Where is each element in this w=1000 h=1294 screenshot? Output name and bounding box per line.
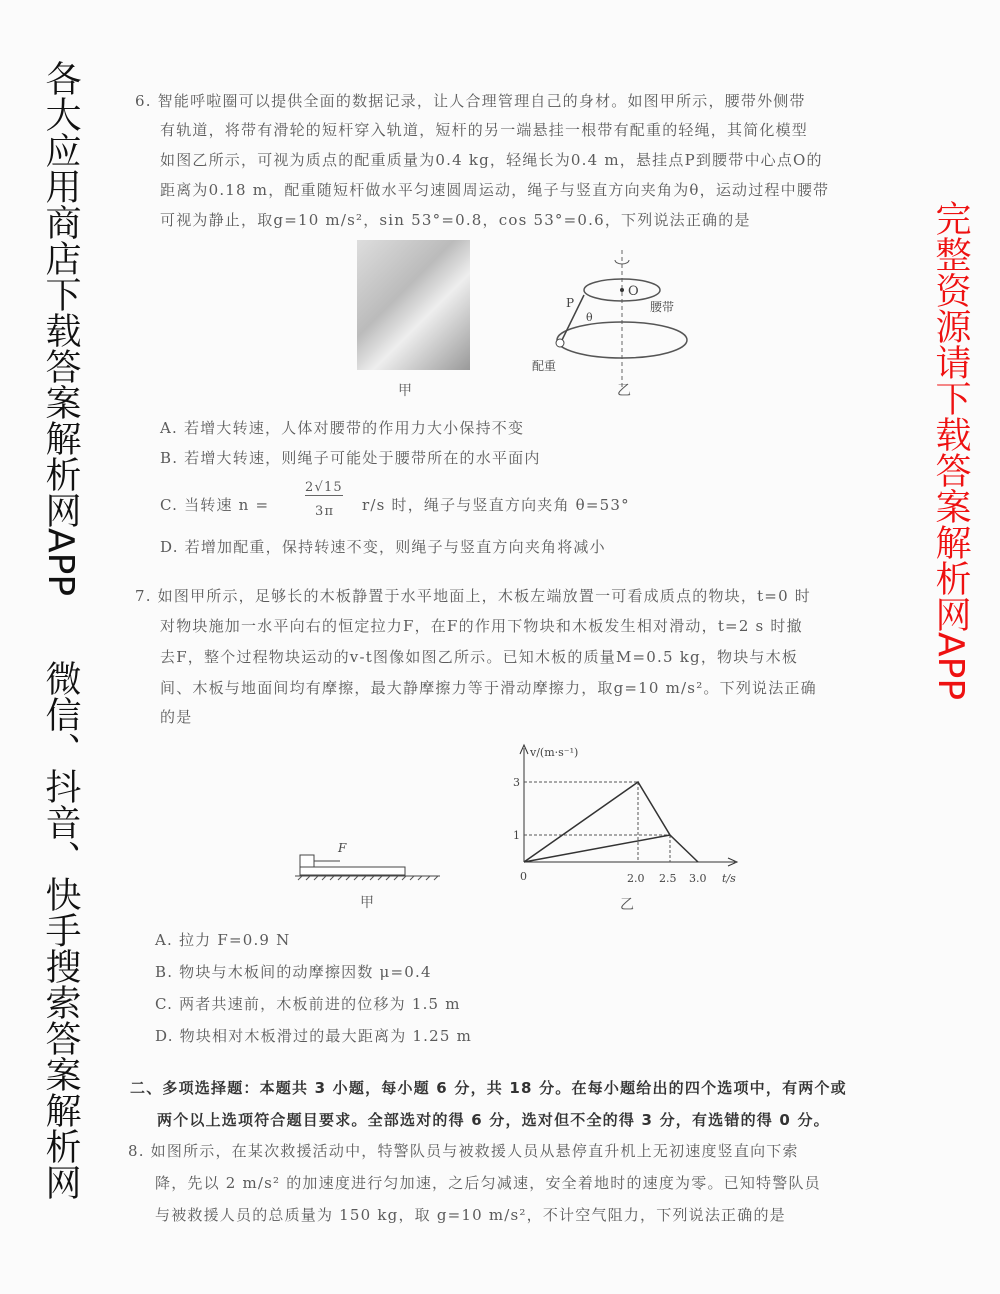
fig-label-yi-7: 乙: [620, 897, 634, 913]
q6-line: 如图乙所示，可视为质点的配重质量为0.4 kg，轻绳长为0.4 m，悬挂点P到腰带中心点O的: [160, 151, 823, 169]
q6-model-diagram: [530, 245, 705, 395]
q7-line: 去F，整个过程物块运动的v-t图像如图乙所示。已知木板的质量M=0.5 kg，物块与木板: [160, 648, 799, 666]
q6-option-c-post: r/s 时，绳子与竖直方向夹角 θ=53°: [362, 496, 630, 514]
label-weight: 配重: [532, 359, 557, 373]
y-axis-label: v/(m·s⁻¹): [530, 746, 579, 759]
q6-option-c-den: 3π: [315, 504, 335, 519]
q7-line: 7. 如图甲所示，足够长的木板静置于水平地面上，木板左端放置一可看成质点的物块，t=0 时: [135, 587, 811, 605]
label-O: O: [628, 284, 639, 299]
x-tick: 0: [520, 870, 527, 883]
q6-option-d: D. 若增加配重，保持转速不变，则绳子与竖直方向夹角将减小: [160, 538, 606, 556]
q6-line: 6. 智能呼啦圈可以提供全面的数据记录，让人合理管理自己的身材。如图甲所示，腰带外侧带: [135, 92, 806, 110]
section-heading: 二、多项选择题：本题共 3 小题，每小题 6 分，共 18 分。在每小题给出的四个选项中，有两个或: [130, 1079, 847, 1097]
q6-option-b: B. 若增大转速，则绳子可能处于腰带所在的水平面内: [160, 449, 541, 467]
fig-label-yi: 乙: [617, 383, 631, 399]
q7-option-b: B. 物块与木板间的动摩擦因数 μ=0.4: [155, 963, 432, 981]
y-tick: 3: [513, 776, 520, 789]
q8-line: 降，先以 2 m/s² 的加速度进行匀加速，之后匀减速，安全着地时的速度为零。已知特警队员: [155, 1174, 821, 1192]
y-tick: 1: [513, 829, 520, 842]
q6-option-a: A. 若增大转速，人体对腰带的作用力大小保持不变: [160, 419, 525, 437]
q7-option-a: A. 拉力 F=0.9 N: [155, 931, 291, 949]
q6-line: 距离为0.18 m，配重随短杆做水平匀速圆周运动，绳子与竖直方向夹角为θ，运动过程中腰带: [160, 181, 830, 199]
watermark: 各大应用商店下载答案解析网APP: [40, 60, 81, 597]
q7-option-d: D. 物块相对木板滑过的最大距离为 1.25 m: [155, 1027, 472, 1045]
watermark: 微信、抖音、快手搜索答案解析网: [40, 660, 81, 1200]
q6-line: 可视为静止，取g=10 m/s²，sin 53°=0.8，cos 53°=0.6，下列说法正确的是: [160, 211, 751, 229]
x-tick: 2.0: [627, 872, 645, 885]
fig-label-jia: 甲: [398, 383, 412, 399]
q7-line: 间、木板与地面间均有摩擦，最大静摩擦力等于滑动摩擦力，取g=10 m/s²。下列说法正确: [160, 679, 817, 697]
block-velocity-line: [524, 782, 698, 862]
section-heading: 两个以上选项符合题目要求。全部选对的得 6 分，选对但不全的得 3 分，有选错的得 0 分。: [157, 1111, 830, 1129]
x-tick: 2.5: [659, 872, 677, 885]
label-theta: θ: [586, 311, 593, 324]
q7-line: 对物块施加一水平向右的恒定拉力F，在F的作用下物块和木板发生相对滑动，t=2 s 时撤: [160, 617, 803, 635]
q8-line: 8. 如图所示，在某次救援活动中，特警队员与被救援人员从悬停直升机上无初速度竖直向下索: [128, 1142, 799, 1160]
fig-label-jia-7: 甲: [360, 895, 374, 911]
q6-option-c-pre: C. 当转速 n =: [160, 496, 270, 514]
q6-photo: [357, 240, 470, 370]
q7-line: 的是: [160, 708, 193, 726]
q7-board-diagram: [290, 830, 450, 890]
watermark: 完整资源请下载答案解析网APP: [930, 200, 971, 701]
x-tick: 3.0: [689, 872, 707, 885]
q7-option-c: C. 两者共速前，木板前进的位移为 1.5 m: [155, 995, 461, 1013]
q6-option-c-num: 2√15: [305, 480, 343, 495]
label-belt: 腰带: [650, 300, 675, 314]
q8-line: 与被救援人员的总质量为 150 kg，取 g=10 m/s²，不计空气阻力，下列说法正确的是: [155, 1206, 786, 1224]
label-P: P: [566, 296, 575, 310]
board-velocity-line: [524, 835, 670, 862]
q7-vt-graph: [500, 740, 750, 890]
q6-line: 有轨道，将带有滑轮的短杆穿入轨道，短杆的另一端悬挂一根带有配重的轻绳，其简化模型: [160, 121, 809, 139]
x-axis-label: t/s: [722, 872, 736, 885]
label-F: F: [338, 841, 347, 855]
